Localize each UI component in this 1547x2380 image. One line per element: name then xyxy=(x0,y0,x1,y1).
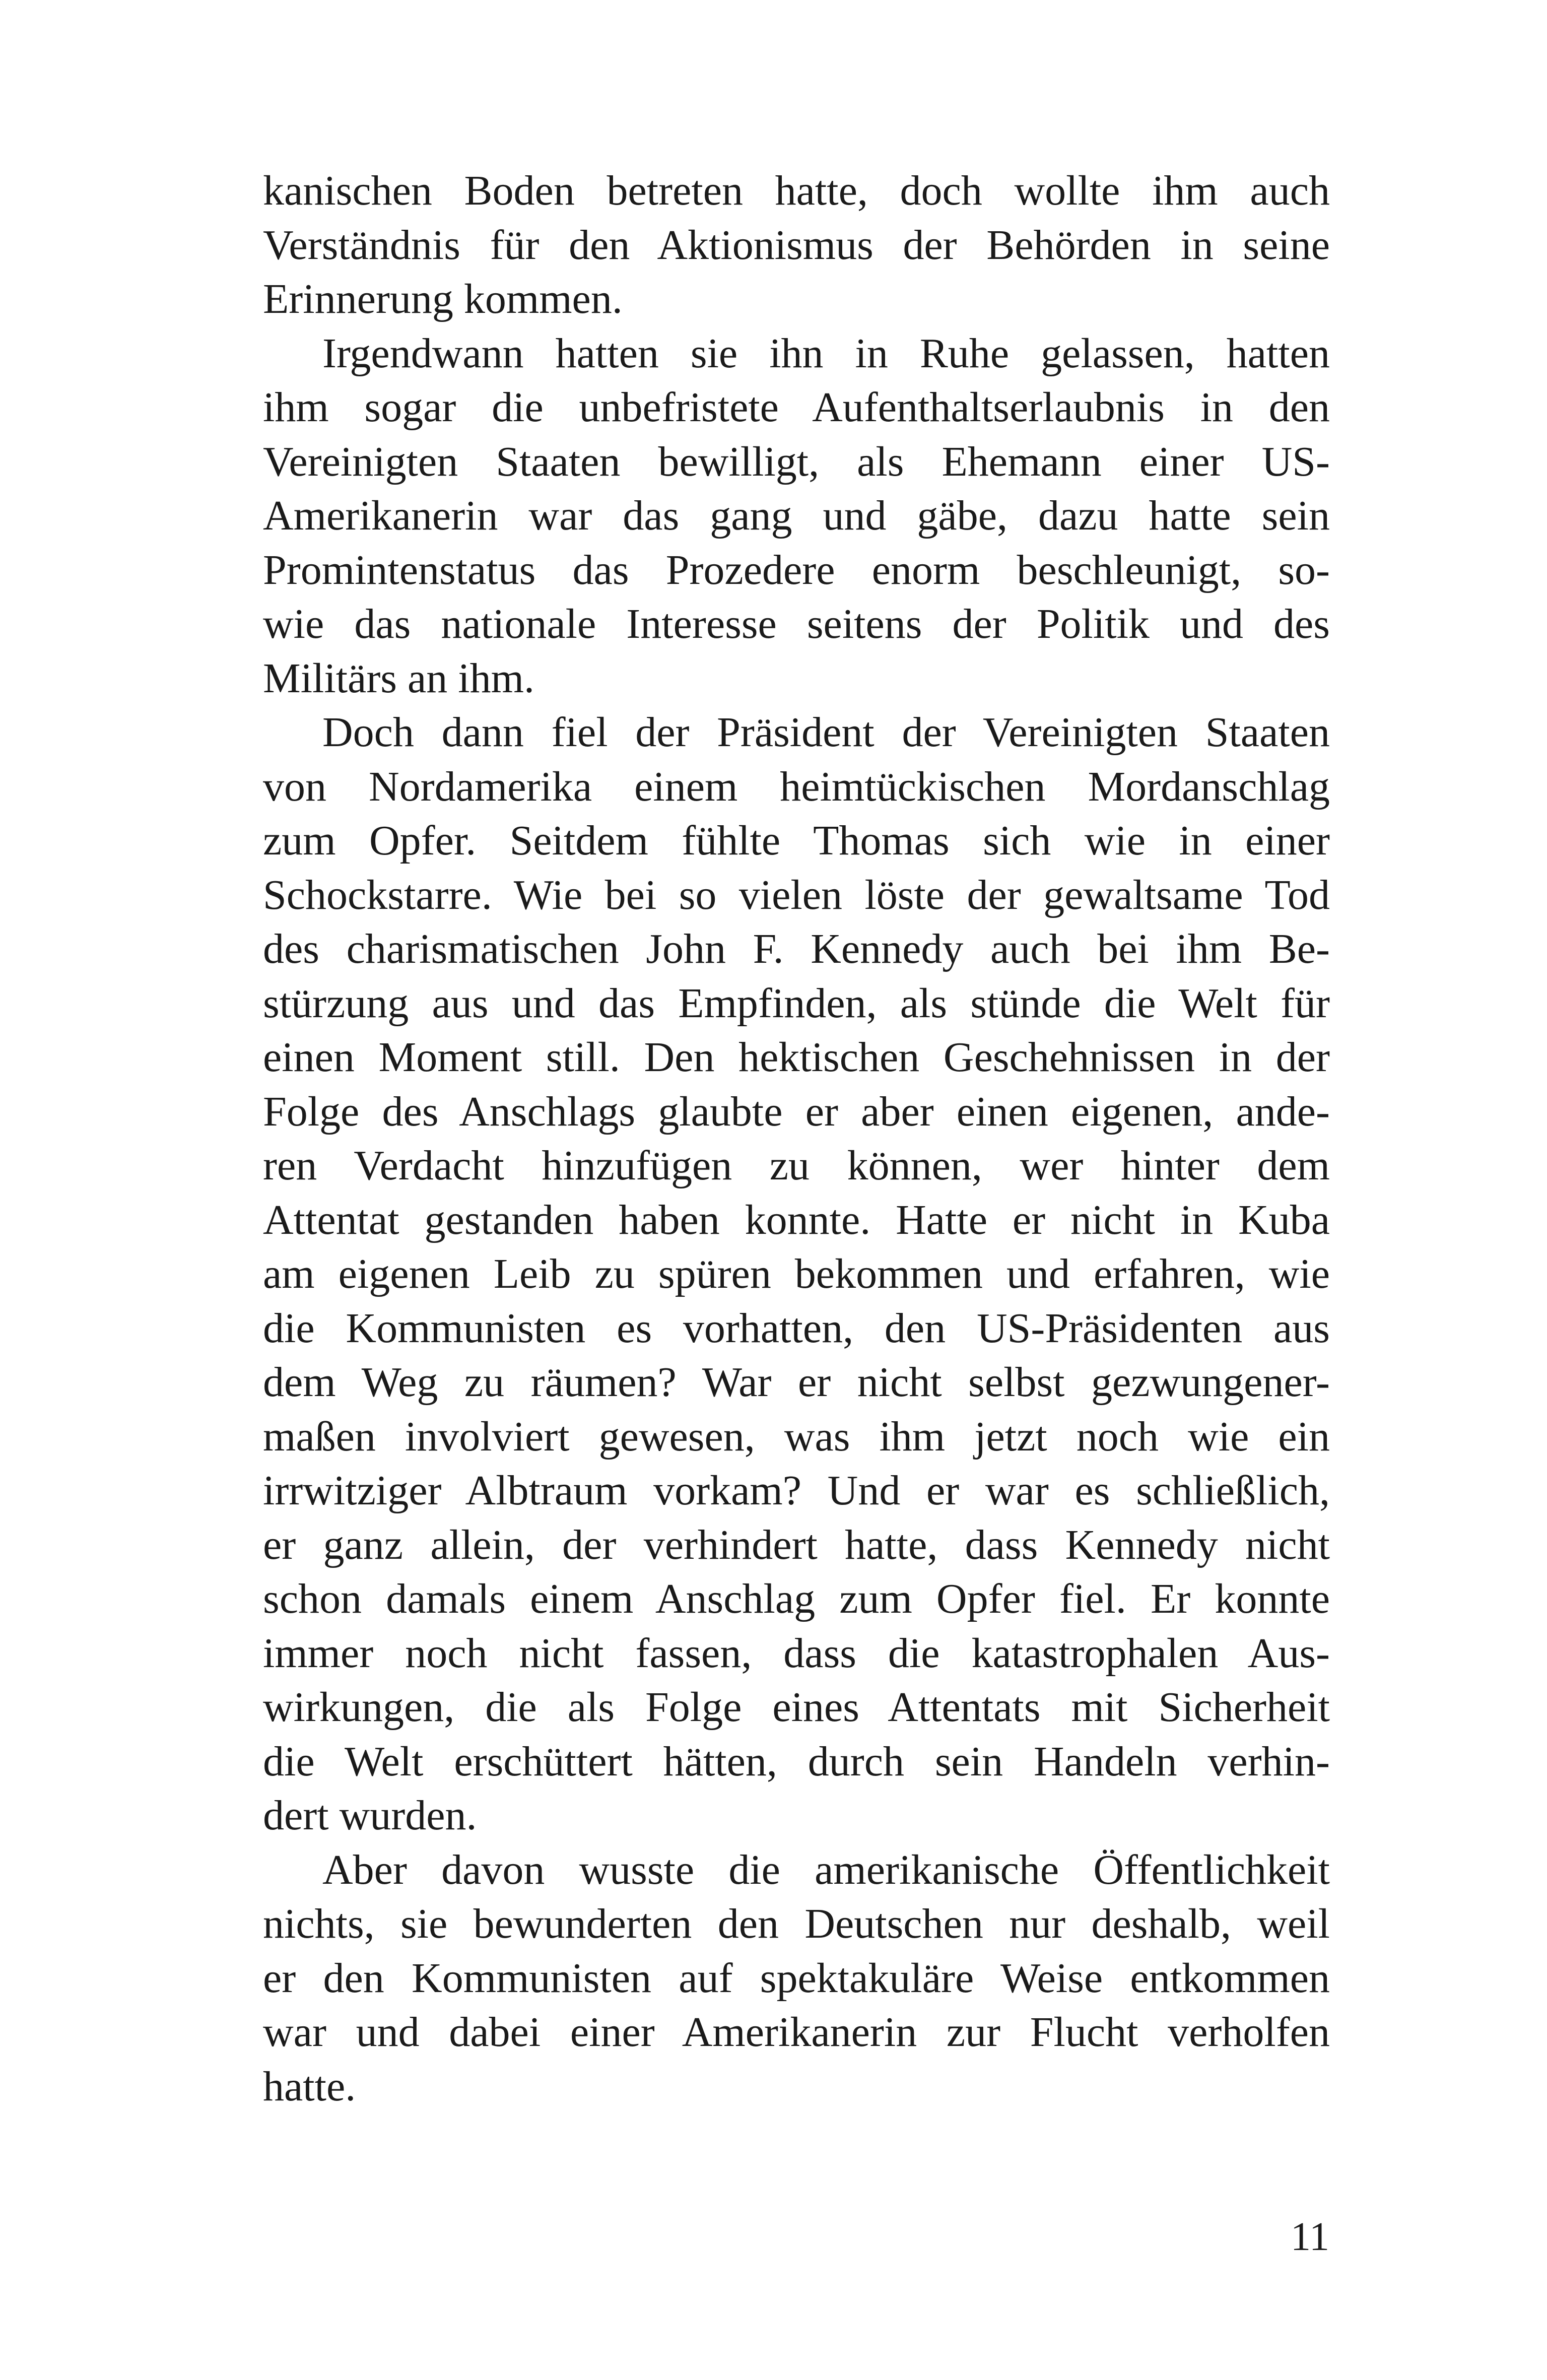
text-line: die Kommunisten es vorhatten, den US-Präsidenten aus xyxy=(263,1304,1330,1352)
text-line: er ganz allein, der verhindert hatte, dass Kennedy nicht xyxy=(263,1521,1330,1568)
text-line: am eigenen Leib zu spüren bekommen und erfahren, wie xyxy=(263,1250,1330,1297)
text-line: Erinnerung kommen. xyxy=(263,276,623,322)
text-line: maßen involviert gewesen, was ihm jetzt noch wie ein xyxy=(263,1413,1330,1460)
text-line: Militärs an ihm. xyxy=(263,654,534,702)
text-line: Aber davon wusste die amerikanische Öffentlichkeit xyxy=(322,1846,1330,1893)
text-line: Verständnis für den Aktionismus der Behörden in seine xyxy=(263,221,1330,269)
text-line: Amerikanerin war das gang und gäbe, dazu hatte sein xyxy=(263,492,1330,539)
text-line: Vereinigten Staaten bewilligt, als Ehemann einer US- xyxy=(263,438,1330,485)
text-line: war und dabei einer Amerikanerin zur Flucht verholfen xyxy=(263,2009,1330,2056)
text-line: er den Kommunisten auf spektakuläre Weise entkommen xyxy=(263,1954,1330,2002)
text-line: des charismatischen John F. Kennedy auch bei ihm Be- xyxy=(263,925,1330,972)
text-line: zum Opfer. Seitdem fühlte Thomas sich wie in einer xyxy=(263,817,1330,864)
text-line: wirkungen, die als Folge eines Attentats mit Sicherheit xyxy=(263,1684,1330,1731)
body-text xyxy=(263,164,1330,2113)
text-line: Irgendwann hatten sie ihn in Ruhe gelassen, hatten xyxy=(322,329,1330,377)
text-line: Doch dann fiel der Präsident der Vereinigten Staaten xyxy=(322,709,1330,756)
text-line: die Welt erschüttert hätten, durch sein Handeln verhin- xyxy=(263,1738,1330,1785)
text-line: schon damals einem Anschlag zum Opfer fiel. Er konnte xyxy=(263,1575,1330,1622)
text-line: von Nordamerika einem heimtückischen Mordanschlag xyxy=(263,763,1330,810)
text-line: stürzung aus und das Empfinden, als stünde die Welt für xyxy=(263,979,1330,1027)
text-line: Folge des Anschlags glaubte er aber einen eigenen, ande- xyxy=(263,1088,1330,1135)
text-line: dert wurden. xyxy=(263,1792,477,1839)
text-line: kanischen Boden betreten hatte, doch wollte ihm auch xyxy=(263,167,1330,214)
text-line: einen Moment still. Den hektischen Geschehnissen in der xyxy=(263,1034,1330,1081)
text-line: nichts, sie bewunderten den Deutschen nur deshalb, weil xyxy=(263,1900,1330,1947)
text-line: Schockstarre. Wie bei so vielen löste der gewaltsame Tod xyxy=(263,871,1330,918)
text-line: immer noch nicht fassen, dass die katastrophalen Aus- xyxy=(263,1629,1330,1677)
text-line: Attentat gestanden haben konnte. Hatte er nicht in Kuba xyxy=(263,1196,1330,1243)
text-line: irrwitziger Albtraum vorkam? Und er war es schließlich, xyxy=(263,1467,1330,1514)
text-line: wie das nationale Interesse seitens der Politik und des xyxy=(263,601,1330,647)
text-line: ren Verdacht hinzufügen zu können, wer hinter dem xyxy=(263,1142,1330,1189)
text-line: dem Weg zu räumen? War er nicht selbst gezwungener- xyxy=(263,1359,1330,1406)
text-line: hatte. xyxy=(263,2063,356,2110)
text-line: ihm sogar die unbefristete Aufenthaltserlaubnis in den xyxy=(263,384,1330,431)
page-number: 11 xyxy=(1290,2215,1329,2259)
text-line: Promintenstatus das Prozedere enorm beschleunigt, so- xyxy=(263,546,1330,593)
